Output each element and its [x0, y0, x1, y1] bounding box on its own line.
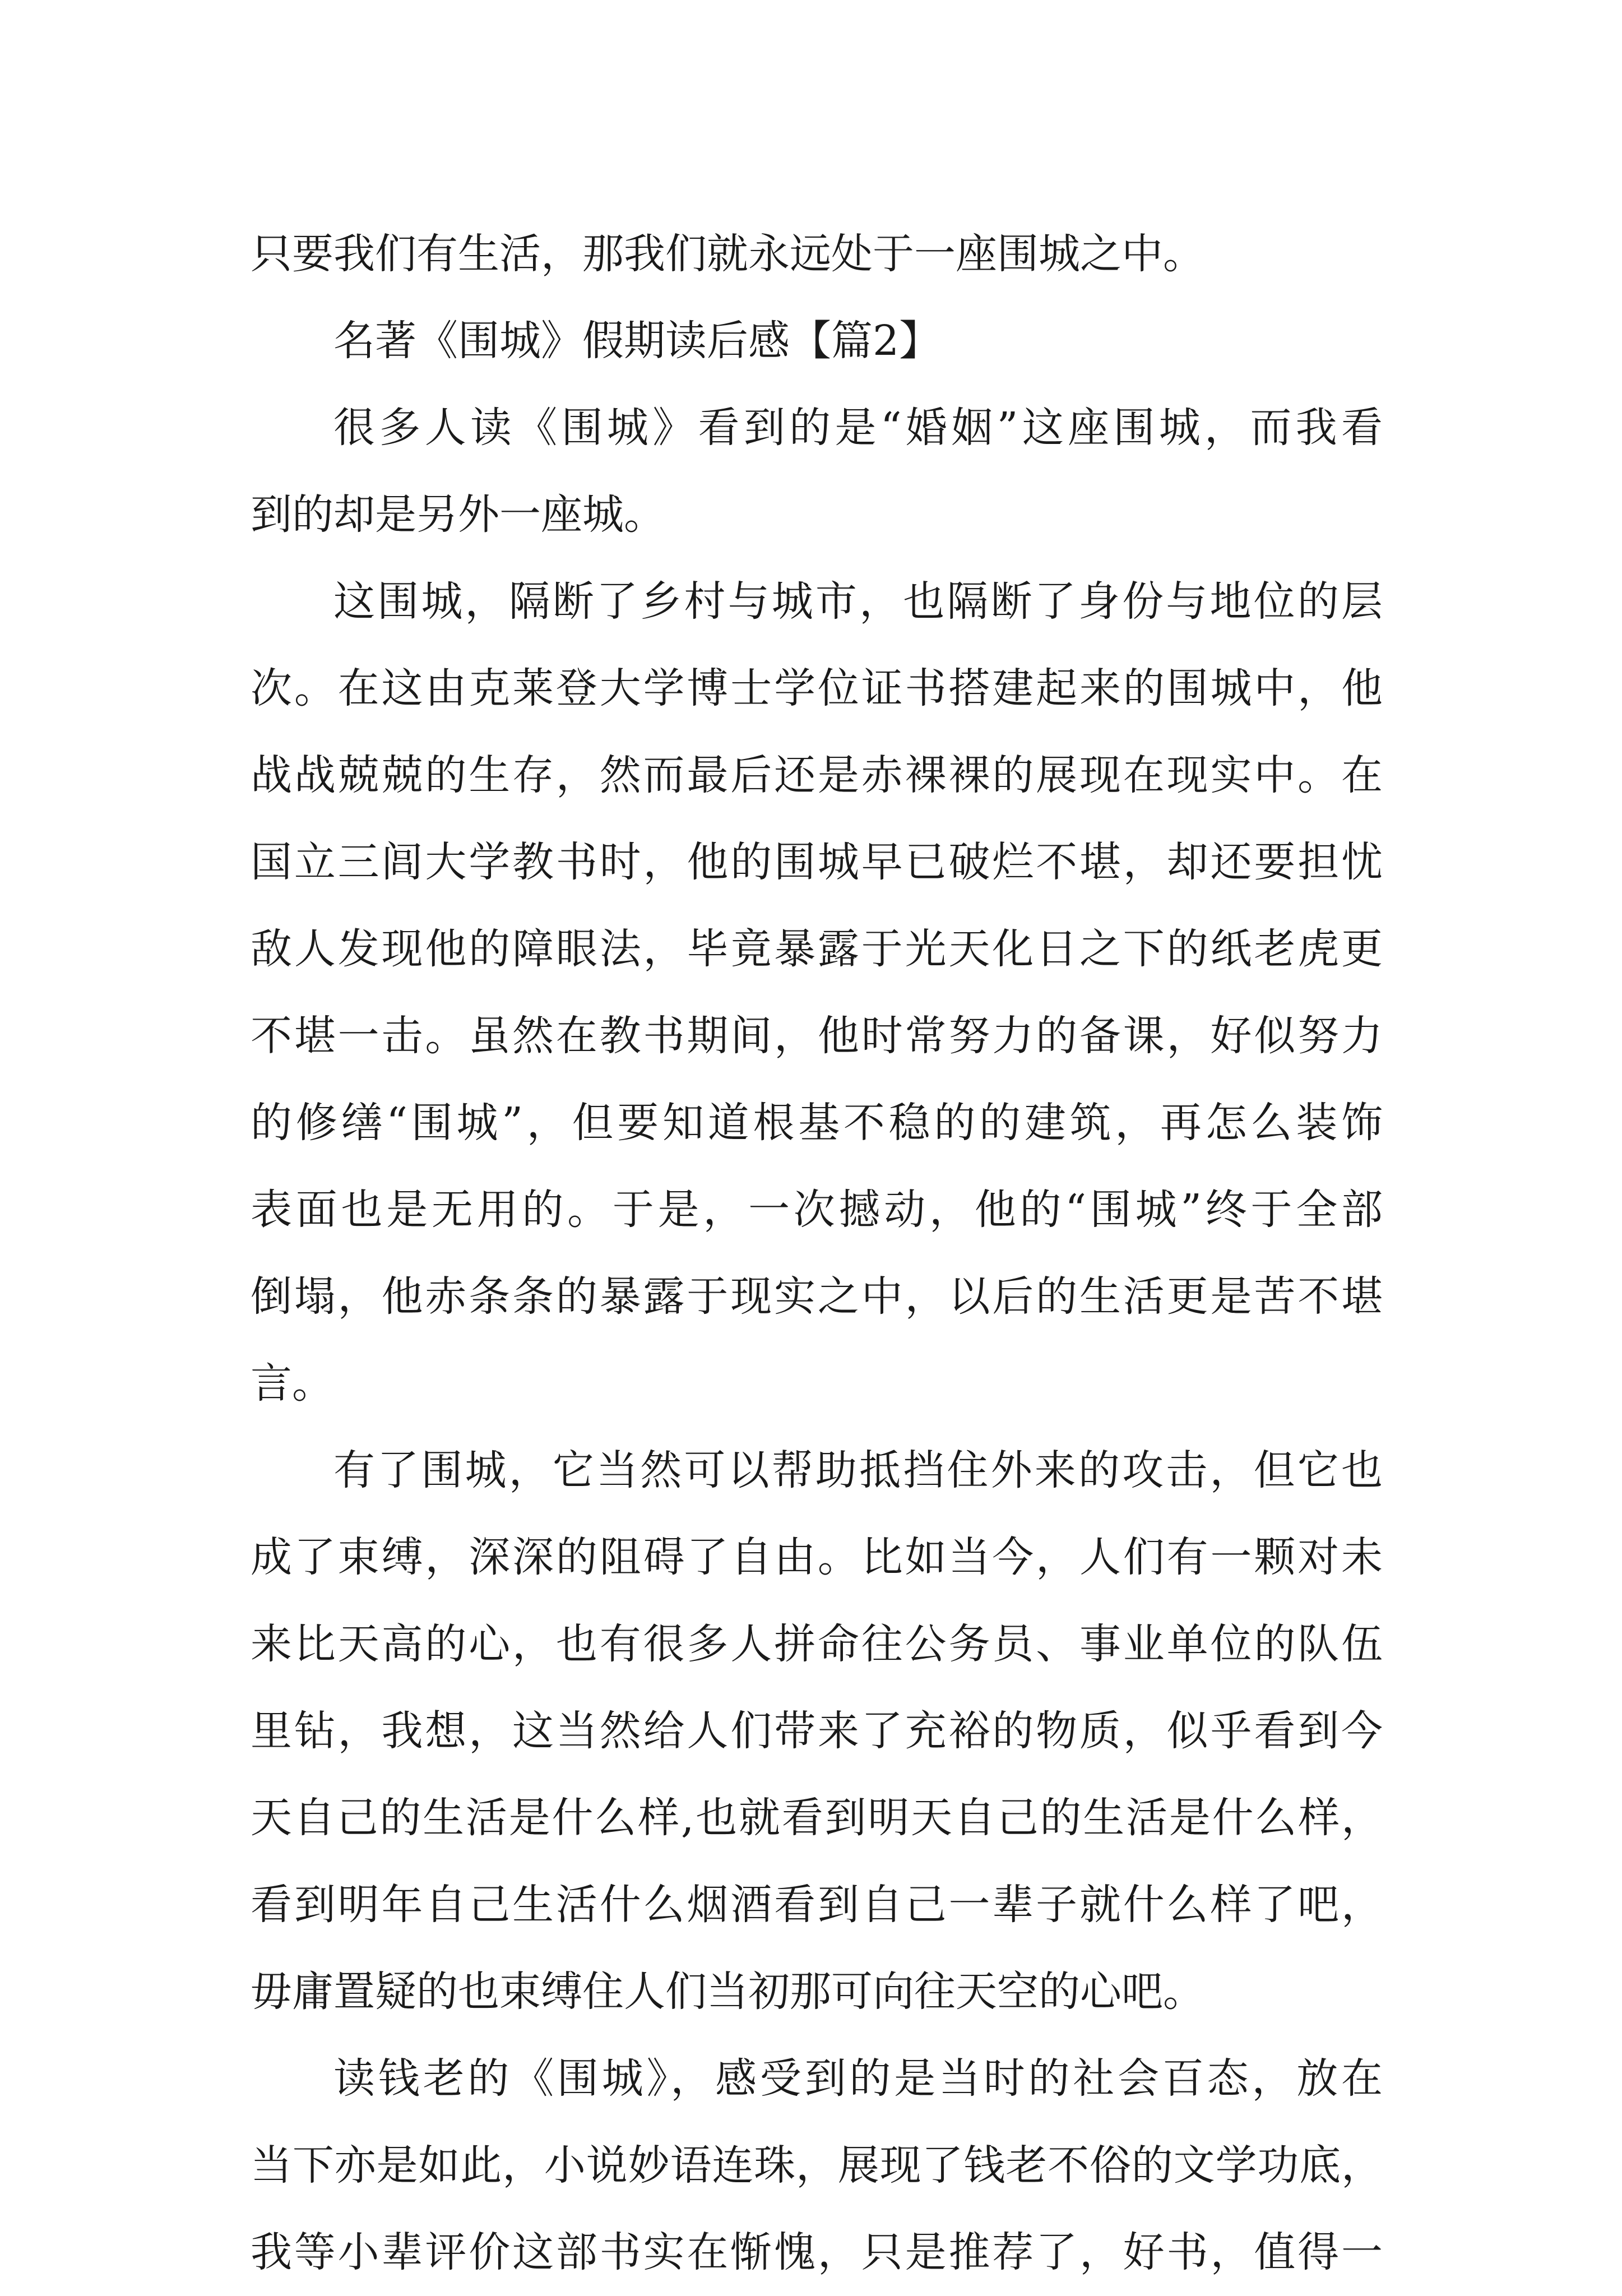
text-line: 毋庸置疑的也束缚住人们当初那可向往天空的心吧。: [251, 1968, 1204, 2016]
text-line: 来比天高的心，也有很多人拼命往公务员、事业单位的队伍: [251, 1620, 1383, 1668]
text-line: 不堪一击。虽然在教书期间，他时常努力的备课，好似努力: [251, 1012, 1383, 1060]
text-line: 到的却是另外一座城。: [251, 490, 665, 539]
text-line: 国立三闾大学教书时，他的围城早已破烂不堪，却还要担忧: [251, 838, 1383, 886]
text-line: 倒塌，他赤条条的暴露于现实之中，以后的生活更是苦不堪: [251, 1272, 1383, 1321]
text-line: 战战兢兢的生存，然而最后还是赤裸裸的展现在现实中。在: [251, 751, 1383, 799]
text-line: 这围城，隔断了乡村与城市，也隔断了身份与地位的层: [333, 577, 1383, 626]
text-line: 名著《围城》假期读后感【篇2】: [333, 317, 941, 365]
text-line: 的修缮“围城”，但要知道根基不稳的的建筑，再怎么装饰: [251, 1099, 1383, 1147]
text-line: 有了围城，它当然可以帮助抵挡住外来的攻击，但它也: [333, 1446, 1383, 1494]
text-line: 很多人读《围城》看到的是“婚姻”这座围城，而我看: [333, 404, 1383, 452]
text-line: 敌人发现他的障眼法，毕竟暴露于光天化日之下的纸老虎更: [251, 925, 1383, 973]
text-line: 言。: [251, 1359, 333, 1408]
text-line: 表面也是无用的。于是，一次撼动，他的“围城”终于全部: [251, 1186, 1383, 1234]
text-line: 成了束缚，深深的阻碍了自由。比如当今，人们有一颗对未: [251, 1533, 1383, 1581]
document-body: [251, 211, 1383, 2296]
text-line: 读钱老的《围城》，感受到的是当时的社会百态，放在: [333, 2054, 1383, 2103]
text-line: 次。在这由克莱登大学博士学位证书搭建起来的围城中，他: [251, 664, 1383, 712]
text-line: 当下亦是如此，小说妙语连珠，展现了钱老不俗的文学功底，: [251, 2141, 1383, 2189]
text-line: 只要我们有生活，那我们就永远处于一座围城之中。: [251, 230, 1204, 278]
text-line: 天自己的生活是什么样,也就看到明天自己的生活是什么样，: [251, 1794, 1383, 1842]
text-line: 我等小辈评价这部书实在惭愧，只是推荐了，好书，值得一: [251, 2228, 1383, 2276]
text-line: 看到明年自己生活什么烟酒看到自己一辈子就什么样了吧，: [251, 1881, 1383, 1929]
text-line: 里钻，我想，这当然给人们带来了充裕的物质，似乎看到今: [251, 1707, 1383, 1755]
